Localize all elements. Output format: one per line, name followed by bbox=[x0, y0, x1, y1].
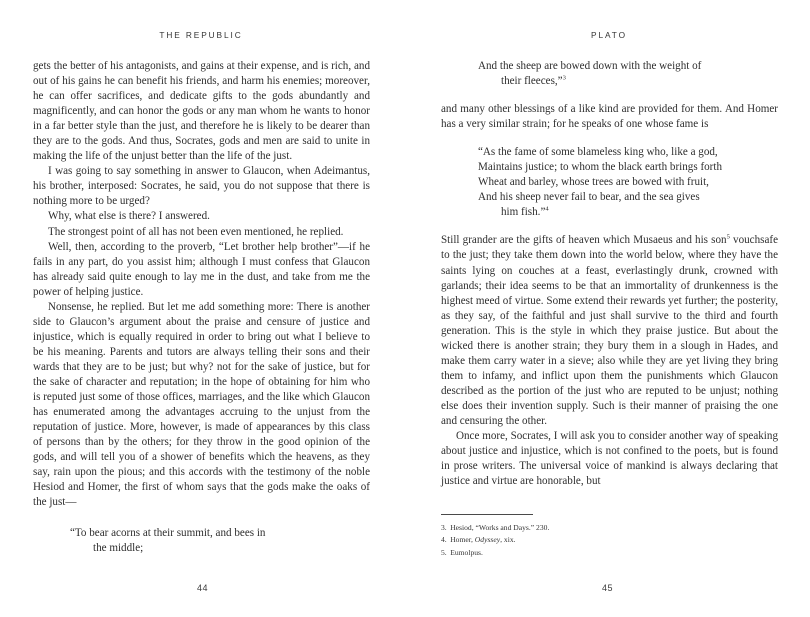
paragraph: The strongest point of all has not been even mentioned, he replied. bbox=[48, 225, 344, 238]
footnote-item: 3. Hesiod, “Works and Days.” 230. bbox=[441, 522, 550, 532]
footnote-rule bbox=[441, 514, 533, 515]
verse-line: their fleeces,”$^3$ bbox=[501, 74, 566, 88]
paragraph: I was going to say something in answer to Glaucon, when Adeimantus, his brother, interposed: Socrates, he said, you do not suppose that there is nothing more to be urged? bbox=[33, 165, 370, 208]
verse-line: Wheat and barley, whose trees are bowed with fruit, bbox=[478, 176, 709, 189]
page-number-verso: 44 bbox=[196, 583, 208, 593]
verse-quotation-top bbox=[441, 59, 778, 89]
paragraph: Nonsense, he replied. But let me add something more: There is another side to Glaucon’s argument about the praise and censure of justice and injustice, which is equally required in order to bring out what I believe to be his meaning. Parents and tutors are always telling their sons and their wards that they are to be just; but why? not for the sake of justice, but for the sake of character and reputation; in the hope of obtaining for him who is reputed just some of those offices, marriages, and the like which Glaucon has enumerated among the advantages accruing to the unjust from the reputation of justice. More, however, is made of appearances by this class of persons than by the others; for they throw in the good opinion of the gods, and will tell you of a shower of benefits which the heavens, as they say, rain upon the pious; and this accords with the testimony of the noble Hesiod and Homer, the first of whom says that the gods make the oaks of the just— bbox=[33, 300, 370, 509]
footnote-item: 5. Eumolpus. bbox=[441, 547, 483, 557]
verse-quotation-middle bbox=[441, 145, 778, 220]
paragraph: Well, then, according to the proverb, “Let brother help brother”—if he fails in any part, do you assist him; although I must confess that Glaucon has already said quite enough to lay me in the dust, and take from me the power of helping justice. bbox=[33, 240, 370, 298]
running-head-recto: PLATO bbox=[591, 30, 627, 40]
paragraph: and many other blessings of a like kind are provided for them. And Homer has a very similar strain; for he speaks of one whose fame is bbox=[441, 103, 778, 131]
footnote-marker: 3 bbox=[562, 74, 566, 82]
paragraph: Why, what else is there? I answered. bbox=[48, 210, 210, 223]
textblock-recto bbox=[441, 59, 778, 489]
verse-quotation bbox=[33, 526, 370, 556]
verse-line: “To bear acorns at their summit, and bees in bbox=[70, 527, 266, 540]
paragraph: gets the better of his antagonists, and gains at their expense, and is rich, and out of his gains he can benefit his friends, and harm his enemies; moreover, he can offer sacrifices, and dedicate gifts to the gods abundantly and magnificently, and can honor the gods or any man whom he wants to honor in a far better style than the just, and therefore he is likely to be dearer than they are to the gods. And thus, Socrates, gods and men are said to unite in making the life of the unjust better than the life of the just. bbox=[33, 60, 370, 163]
footnotes-block bbox=[441, 514, 777, 559]
footnote-marker: 4 bbox=[545, 205, 549, 213]
verse-line: Maintains justice; to whom the black earth brings forth bbox=[478, 161, 723, 174]
verse-line: the middle; bbox=[93, 542, 144, 555]
paragraph: Still grander are the gifts of heaven which Musaeus and his son$^5$ vouchsafe to the just; they take them down into the world below, where they have the saints lying on couches at a feast, everlastingly drunk, crowned with garlands; their idea seems to be that an immortality of drunkenness is the highest meed of virtue. Some extend their rewards yet further; the posterity, as they say, of the faithful and just shall survive to the third and fourth generation. This is the style in which they praise justice. But about the wicked there is another strain; they bury them in a slough in Hades, and make them carry water in a sieve; also while they are yet living they bring them to infamy, and inflict upon them the punishments which Glaucon described as the portion of the just who are reputed to be unjust; nothing else does their invention supply. Such is their manner of praising the one and censuring the other. bbox=[441, 233, 778, 427]
verse-line: And the sheep are bowed down with the weight of bbox=[478, 60, 702, 72]
paragraph: Once more, Socrates, I will ask you to consider another way of speaking about justice and injustice, which is not confined to the poets, but is found in prose writers. The universal voice of mankind is always declaring that justice and virtue are honorable, but bbox=[441, 430, 778, 488]
verse-line: him fish.”$^4$ bbox=[501, 205, 549, 219]
footnote-item: 4. Homer, Odyssey, xix. bbox=[441, 535, 516, 545]
footnote-marker: 5 bbox=[726, 233, 730, 241]
verse-line: “As the fame of some blameless king who, like a god, bbox=[478, 146, 718, 159]
running-head-verso: THE REPUBLIC bbox=[159, 30, 243, 40]
textblock-verso bbox=[33, 59, 370, 557]
verse-line: And his sheep never fail to bear, and the sea gives bbox=[478, 191, 700, 204]
page-number-recto: 45 bbox=[601, 583, 613, 593]
page-recto bbox=[405, 0, 810, 617]
